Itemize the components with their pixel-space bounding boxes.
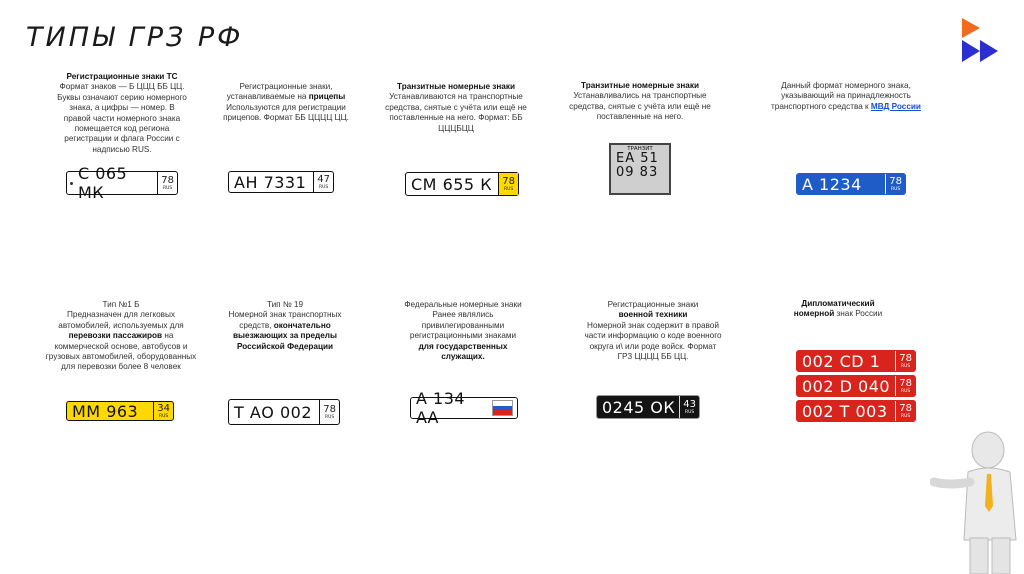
presenter-figure-icon bbox=[930, 430, 1024, 574]
desc-taxi: Тип №1 Б Предназначен для легковых автомобилей, используемых для перевозки пассажиров на коммерческой основе, автобусов и грузовых автомобилей, оборудованных для перевозки более 8 человек bbox=[45, 300, 197, 372]
desc-transit-old: Транзитные номерные знаки Устанавливались на транспортные средства, снятые с учёта или ещё не поставленные на него. bbox=[569, 81, 711, 122]
plate-police: А 1234 78 RUS bbox=[796, 173, 906, 195]
desc-federal: Федеральные номерные знаки Ранее являлись привилегированными регистрационными знаками для государственных служащих. bbox=[404, 300, 522, 362]
plate-trailer: АН 7331 47 RUS bbox=[228, 171, 334, 193]
logo-icon bbox=[958, 18, 1004, 64]
plate-diplomatic-3: 002 Т 003 78 RUS bbox=[796, 400, 916, 422]
desc-transit: Транзитные номерные знаки Устанавливаются на транспортные средства, снятые с учёта или ещё не поставленные на него. Формат: ББ ЦЦЦБЦЦ bbox=[385, 82, 527, 133]
desc-registration: Регистрационные знаки ТС Формат знаков — Б ЦЦЦ ББ ЦЦ. Буквы означают серию номерного знака, а цифры — номер. В правой части номерного знака помещается код региона регистрации и флага России с надписью RUS. bbox=[57, 72, 187, 154]
plate-diplomatic-2: 002 D 040 78 RUS bbox=[796, 375, 916, 397]
plate-diplomatic-1: 002 CD 1 78 RUS bbox=[796, 350, 916, 372]
russia-flag-icon bbox=[492, 400, 513, 416]
plate-transit-old: ТРАНЗИТ ЕА 51 09 83 bbox=[609, 143, 671, 195]
link-mvd[interactable]: МВД России bbox=[870, 101, 921, 111]
desc-police: Данный формат номерного знака, указывающий на принадлежность транспортного средства к МВД России bbox=[771, 81, 921, 111]
desc-trailer: Регистрационные знаки, устанавливаемые на прицепы Используются для регистрации прицепов. Формат ББ ЦЦЦЦ ЦЦ. bbox=[223, 82, 349, 123]
plate-transit: СМ 655 К 78 RUS bbox=[405, 172, 519, 196]
plate-federal: А 134 АА bbox=[410, 397, 518, 419]
desc-military: Регистрационные знаки военной техники Номерной знак содержит в правой части информацию о коде военного округа и\ или роде войск. Формат ГРЗ ЦЦЦЦ ББ ЦЦ. bbox=[584, 300, 722, 362]
page-title: ТИПЫ ГРЗ РФ bbox=[26, 22, 244, 53]
plate-export: Т АО 002 78 RUS bbox=[228, 399, 340, 425]
desc-diplomatic: Дипломатический номерной знак России bbox=[793, 299, 883, 319]
desc-export: Тип № 19 Номерной знак транспортных средств, окончательно выезжающих за пределы Российской Федерации bbox=[228, 300, 342, 351]
plate-military: 0245 ОК 43 RUS bbox=[596, 395, 700, 419]
plate-taxi: ММ 963 34 RUS bbox=[66, 401, 174, 421]
plate-registration: С 065 МК 78 RUS bbox=[66, 171, 178, 195]
